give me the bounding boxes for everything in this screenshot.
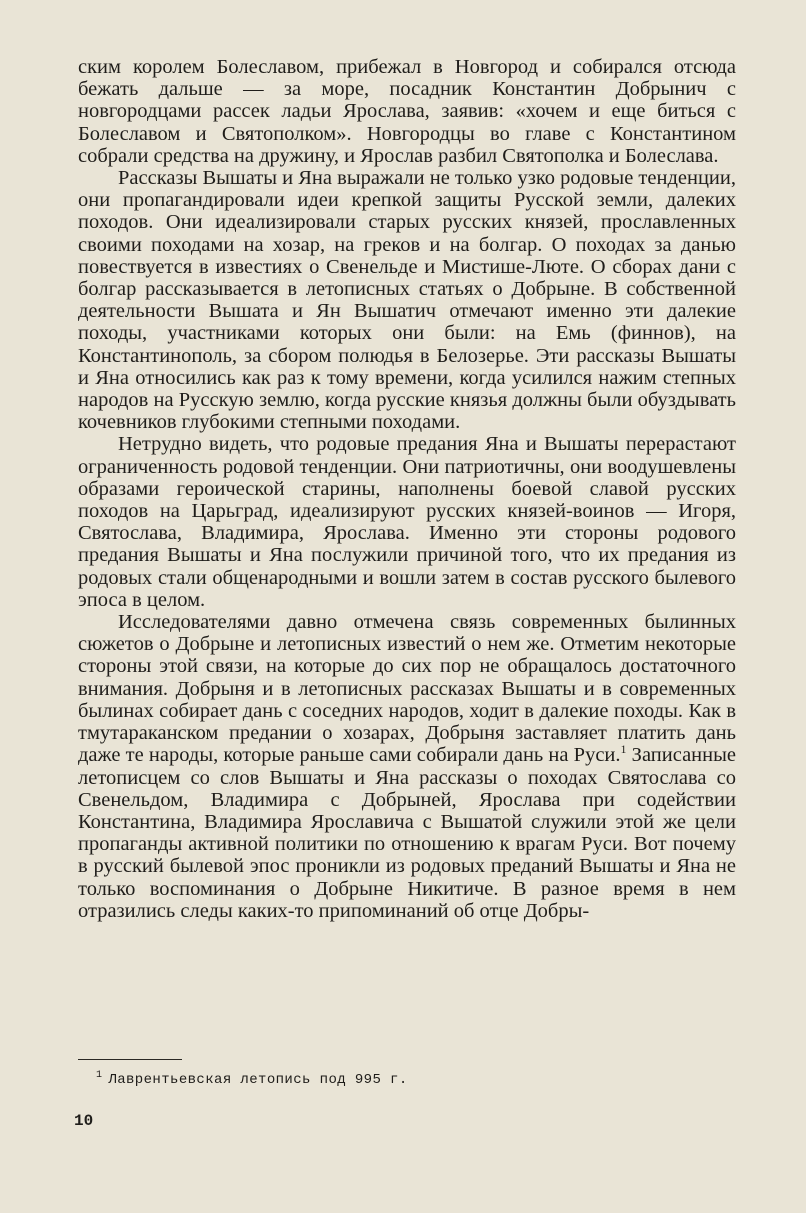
main-text bbox=[78, 56, 736, 922]
paragraph-3: Нетрудно видеть, что родовые предания Яна и Вышаты перерастают ограниченность родовой тенденции. Они патриотичны, они воодушевлены образами героической старины, наполнены боевой славой русских походов на Царьград, идеализируют русских князей-воинов — Игоря, Святослава, Владимира, Ярослава. Именно эти стороны родового предания Вышаты и Яна послужили причиной того, что их предания из родовых стали общенародными и вошли затем в состав русского былевого эпоса в целом. bbox=[78, 433, 736, 611]
paragraph-2: Рассказы Вышаты и Яна выражали не только узко родовые тенденции, они пропагандировали идеи крепкой защиты Русской земли, далеких походов. Они идеализировали старых русских князей, прославленных своими походами на хозар, на греков и на болгар. О походах за данью повествуется в известиях о Свенельде и Мистише-Люте. О сборах дани с болгар рассказывается в летописных статьях о Добрыне. В собственной деятельности Вышата и Ян Вышатич отмечают именно эти далекие походы, участниками которых они были: на Емь (финнов), на Константинополь, за сбором полюдья в Белозерье. Эти рассказы Вышаты и Яна относились как раз к тому времени, когда усилился нажим степных народов на Русскую землю, когда русские князья должны были обуздывать кочевников глубокими степными походами. bbox=[78, 167, 736, 434]
footnote bbox=[96, 1072, 408, 1088]
footnote-reference: 1 bbox=[620, 742, 627, 757]
paragraph-4 bbox=[78, 611, 736, 922]
paragraph-4-text: Исследователями давно отмечена связь современных былинных сюжетов о Добрыне и летописных известий о нем же. Отметим некоторые стороны этой связи, на которые до сих пор не обращалось достаточного внимания. Добрыня и в летописных рассказах Вышаты и в современных былинах собирает дань с соседних народов, ходит в далекие походы. Как в тмутараканском предании о хозарах, Добрыня заставляет платить дань даже те народы, которые раньше сами собирали дань на Руси. bbox=[78, 611, 736, 767]
page-number: 10 bbox=[74, 1112, 94, 1130]
footnote-divider bbox=[78, 1059, 182, 1060]
paragraph-4-text-continued: Записанные летописцем со слов Вышаты и Яна рассказы о походах Святослава со Свенельдом, Владимира с Добрыней, Ярослава при содействии Константина, Владимира Ярославича с Вышатой служили этой же цели пропаганды активной политики по отношению к врагам Руси. Вот почему в русский былевой эпос проникли из родовых преданий Вышаты и Яна не только воспоминания о Добрыне Никитиче. В разное время в нем отразились следы каких-то припоминаний об отце Добры- bbox=[78, 744, 736, 922]
paragraph-1: ским королем Болеславом, прибежал в Новгород и собирался отсюда бежать дальше — за море, посадник Константин Добрынич с новгородцами рассек ладьи Ярослава, заявив: «хочем и еще биться с Болеславом и Святополком». Новгородцы во главе с Константином собрали средства на дружину, и Ярослав разбил Святополка и Болеслава. bbox=[78, 56, 736, 167]
footnote-text: Лаврентьевская летопись под 995 г. bbox=[108, 1072, 408, 1088]
footnote-number: 1 bbox=[96, 1070, 103, 1082]
